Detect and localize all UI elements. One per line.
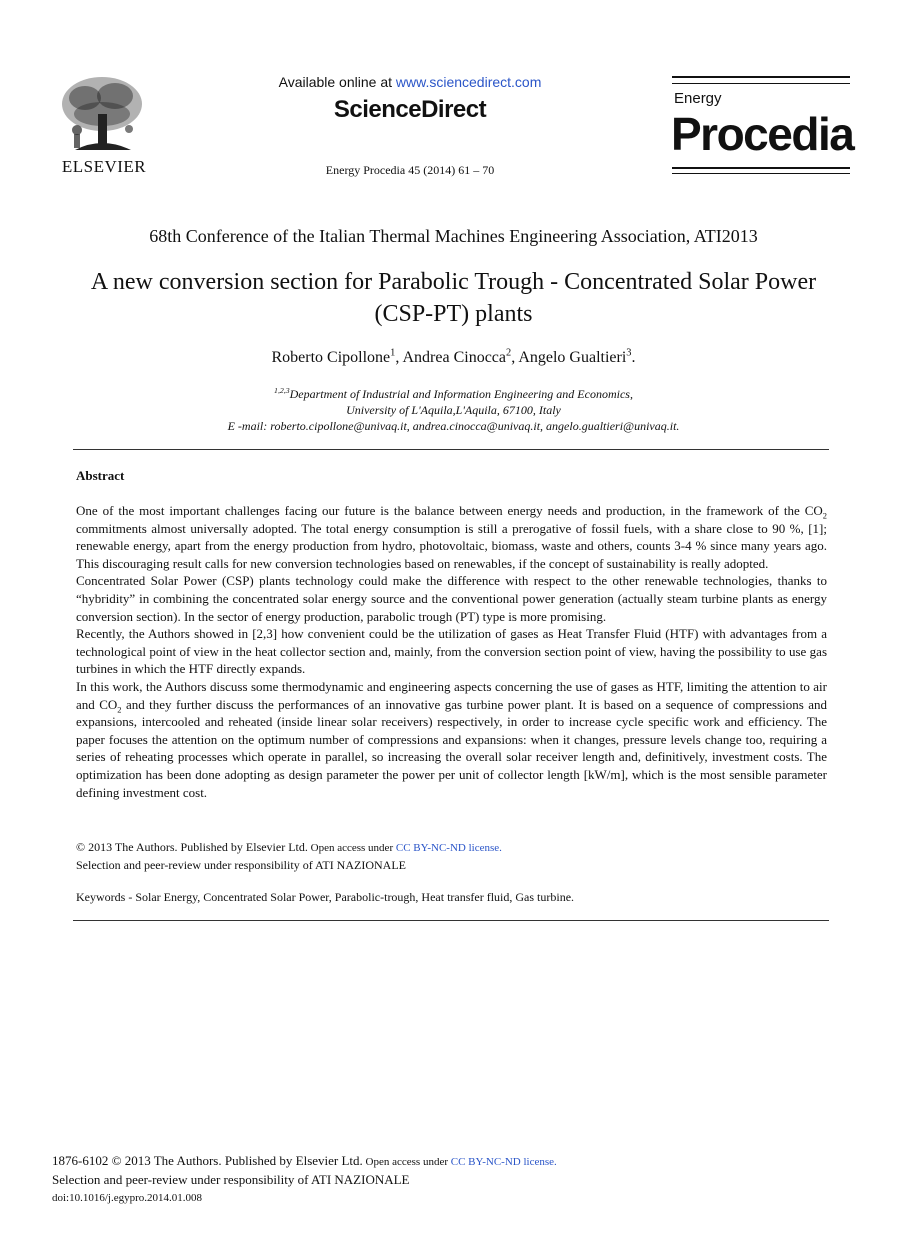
journal-logo-energy: Energy [674,90,722,107]
sciencedirect-logo: ScienceDirect [333,96,487,123]
doi-link[interactable]: doi:10.1016/j.egypro.2014.01.008 [52,1192,203,1204]
abstract-text: and they further discuss the performances of an innovative gas turbine power plant. It is based on a sequence of compressions and expansions, intercooled and reheated (inside linear solar receivers) respectively, in order to increase cycle specific work and efficiency. The paper focuses the attention on the optimum number of compressions and expansions: when it changes, pressure levels change too, requiring a series of reheating processes which operate in parallel, so increasing the overall solar receiver length and, definitively, investment costs. The optimization has been done adopting as design parameter the power per unit of collector length [kW/m], which is the most sensible parameter defining investment cost. [76,696,827,800]
abstract-paragraph: Concentrated Solar Power (CSP) plants technology could make the difference with respect to the other renewable technologies, thanks to “hybridity” in combining the concentrated solar energy source and the conventional power generation (actually steam turbine plants as energy conversion section). In the sector of energy production, parabolic trough (PT) type is more promising. [76,573,827,624]
journal-logo-procedia: Procedia [671,108,854,160]
author-affil-mark: 1 [390,347,396,359]
affiliation [0,386,907,434]
author-name: Roberto Cipollone [271,349,391,366]
journal-logo-rule [672,167,850,169]
abstract-body [76,502,827,801]
open-access-text: Open access under [307,842,396,854]
availability-line [250,74,570,90]
author-separator: , [395,349,403,366]
copyright-text: © 2013 The Authors. Published by Elsevier Ltd. [76,840,308,854]
author-list [0,349,907,367]
author-affil-mark: 2 [506,347,512,359]
author-separator: , [511,349,519,366]
abstract-paragraph: Recently, the Authors showed in [2,3] how convenient could be the utilization of gases as Heat Transfer Fluid (HTF) with advantages from a technological point of view in the heat collector section and, mainly, from the conversion section point of view, having the possibility to use gas turbines in which the HTF directly expands. [76,626,827,677]
publisher-name: ELSEVIER [61,157,147,176]
license-link[interactable]: CC BY-NC-ND license. [395,842,502,854]
copyright-block [76,839,502,874]
subscript: 2 [822,510,827,521]
abstract-text: In this work, the Authors discuss some thermodynamic and engineering aspects concerning the use of gases as HTF, limiting the attention to air and CO [76,678,827,712]
page-footer [52,1152,557,1207]
author-separator: . [631,349,636,366]
author-name: Andrea Cinocca [402,349,506,366]
conference-name: 68th Conference of the Italian Thermal Machines Engineering Association, ATI2013 [149,226,758,246]
license-link[interactable]: CC BY-NC-ND license. [450,1156,557,1168]
section-divider [73,920,829,921]
footer-issn: 1876-6102 © 2013 The Authors. Published by Elsevier Ltd. [52,1153,363,1168]
email-line: E -mail: roberto.cipollone@univaq.it, andrea.cinocca@univaq.it, angelo.gualtieri@univaq.it. [227,419,680,433]
peer-review-text: Selection and peer-review under responsibility of ATI NAZIONALE [76,858,406,872]
paper-title: A new conversion section for Parabolic Trough - Concentrated Solar Power (CSP-PT) plants [90,269,817,327]
author-name: Angelo Gualtieri [518,349,627,366]
subscript: 2 [117,704,122,715]
affiliation-mark: 1,2,3 [274,386,290,395]
journal-logo-rule [672,173,850,174]
keywords: Keywords - Solar Energy, Concentrated Solar Power, Parabolic-trough, Heat transfer fluid, Gas turbine. [76,890,575,904]
available-prefix: Available online at [278,74,396,90]
journal-citation: Energy Procedia 45 (2014) 61 – 70 [325,163,495,177]
abstract-paragraph [76,502,827,572]
footer-peer-review: Selection and peer-review under responsibility of ATI NAZIONALE [52,1172,410,1187]
open-access-text: Open access under [362,1156,451,1168]
sciencedirect-link[interactable]: www.sciencedirect.com [395,74,542,90]
affiliation-line: University of L'Aquila,L'Aquila, 67100, Italy [346,403,561,417]
journal-logo-rule [672,76,850,78]
author-affil-mark: 3 [626,347,632,359]
abstract-paragraph [76,678,827,801]
abstract-text: One of the most important challenges facing our future is the balance between energy needs and production, in the framework of the CO [76,503,823,518]
affiliation-line: Department of Industrial and Information Engineering and Economics, [289,387,633,401]
abstract-text: commitments almost universally adopted. The total energy consumption is still a prerogative of fossil fuels, with a share close to 90 %, [1]; renewable energy, apart from the energy production from hydro, photovoltaic, biomass, waste and others, counts 3-4 % since many years ago. This discouraging result calls for new conversion technologies based on renewables, if the concept of sustainability is really adopted. [76,520,827,571]
section-divider [73,449,829,450]
journal-logo-rule [672,83,850,84]
abstract-heading: Abstract [76,468,125,483]
